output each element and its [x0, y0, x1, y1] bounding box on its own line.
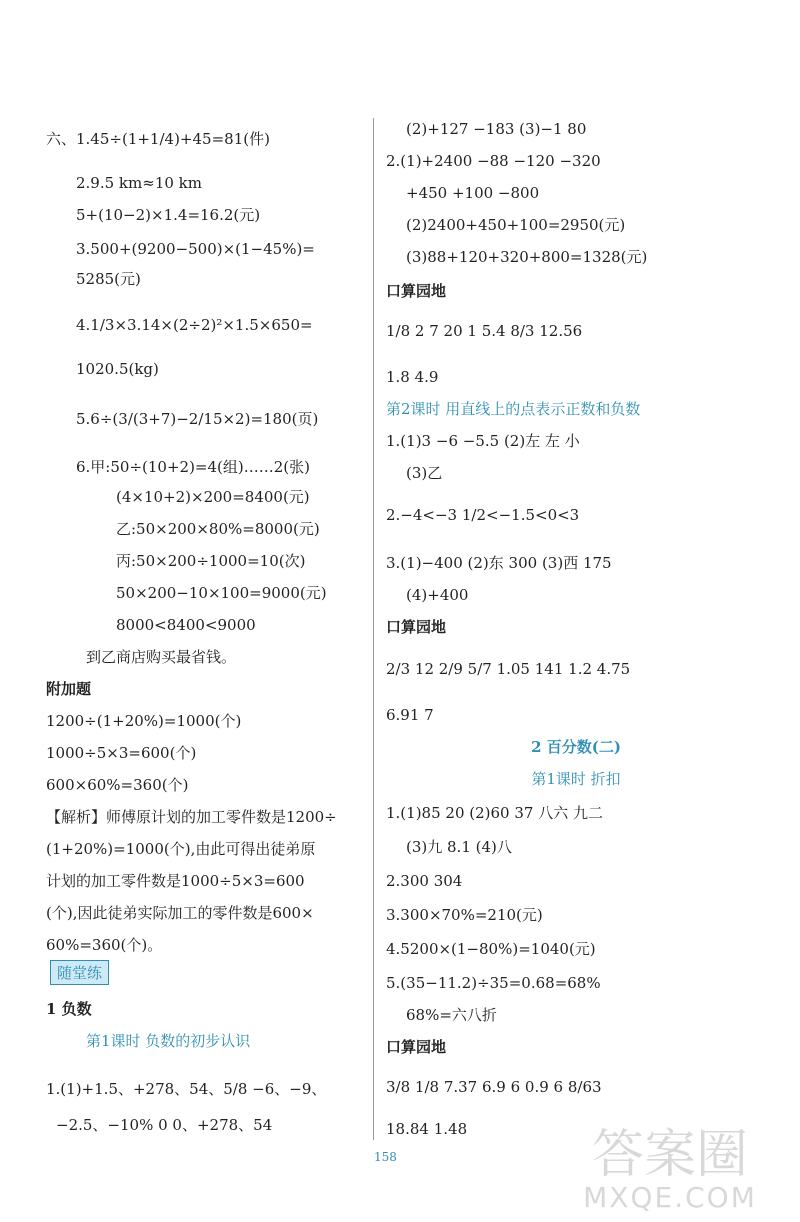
answer-line: 4.1/3×3.14×(2÷2)²×1.5×650= [76, 316, 313, 334]
answer-line: 68%=六八折 [406, 1006, 497, 1024]
column-divider [373, 118, 374, 1140]
answer-line: (3)九 8.1 (4)八 [406, 838, 512, 856]
answer-line: 1.(1)85 20 (2)60 37 八六 九二 [386, 804, 603, 822]
explanation-line: 【解析】师傅原计划的加工零件数是1200÷ [46, 808, 337, 826]
watermark-logo [570, 1120, 770, 1220]
answer-line: 2.300 304 [386, 872, 463, 890]
answer-line: (3)乙 [406, 464, 443, 482]
answer-line: +450 +100 −800 [406, 184, 540, 202]
answer-line: 18.84 1.48 [386, 1120, 468, 1138]
answer-line: 1020.5(kg) [76, 360, 159, 378]
explanation-line: 60%=360(个)。 [46, 936, 163, 954]
answer-line: (2)2400+450+100=2950(元) [406, 216, 626, 234]
answer-line: 3.500+(9200−500)×(1−45%)= [76, 240, 315, 258]
answer-line: 5+(10−2)×1.4=16.2(元) [76, 206, 261, 224]
answer-line: 5285(元) [76, 270, 141, 288]
answer-line: 六、1.45÷(1+1/4)+45=81(件) [46, 130, 270, 148]
oral-calc-heading: 口算园地 [386, 282, 447, 300]
answer-line: 4.5200×(1−80%)=1040(元) [386, 940, 596, 958]
answer-line: 到乙商店购买最省钱。 [86, 648, 237, 666]
answer-line: 3/8 1/8 7.37 6.9 6 0.9 6 8/63 [386, 1078, 602, 1096]
answer-line: 丙:50×200÷1000=10(次) [116, 552, 306, 570]
answer-line: −2.5、−10% 0 0、+278、54 [56, 1116, 273, 1134]
answer-line: 2/3 12 2/9 5/7 1.05 141 1.2 4.75 [386, 660, 631, 678]
answer-line: 6.91 7 [386, 706, 434, 724]
lesson-title: 第1课时 折扣 [531, 770, 621, 788]
answer-line: 8000<8400<9000 [116, 616, 256, 634]
oral-calc-heading: 口算园地 [386, 618, 447, 636]
answer-line: 5.6÷(3/(3+7)−2/15×2)=180(页) [76, 410, 319, 428]
answer-line: 1.(1)+1.5、+278、54、5/8 −6、−9、 [46, 1080, 327, 1098]
answer-line: (3)88+120+320+800=1328(元) [406, 248, 648, 266]
oral-calc-heading: 口算园地 [386, 1038, 447, 1056]
lesson-title: 第2课时 用直线上的点表示正数和负数 [386, 400, 641, 418]
answer-line: 1200÷(1+20%)=1000(个) [46, 712, 242, 730]
section-heading: 附加题 [46, 680, 92, 698]
page-number: 158 [374, 1150, 397, 1164]
answer-line: 1/8 2 7 20 1 5.4 8/3 12.56 [386, 322, 583, 340]
answer-line: 3.300×70%=210(元) [386, 906, 543, 924]
explanation-line: 计划的加工零件数是1000÷5×3=600 [46, 872, 305, 890]
watermark-text: 答案圈 [591, 1125, 748, 1185]
answer-line: 2.9.5 km≈10 km [76, 174, 202, 192]
unit-title: 2 百分数(二) [531, 738, 621, 756]
explanation-line: (个),因此徒弟实际加工的零件数是600× [46, 904, 314, 922]
answer-line: (4×10+2)×200=8400(元) [116, 488, 310, 506]
answer-line: 1.8 4.9 [386, 368, 439, 386]
practice-badge: 随堂练 [50, 960, 109, 985]
explanation-line: (1+20%)=1000(个),由此可得出徒弟原 [46, 840, 316, 858]
answer-line: 2.−4<−3 1/2<−1.5<0<3 [386, 506, 580, 524]
answer-line: 600×60%=360(个) [46, 776, 189, 794]
answer-line: 5.(35−11.2)÷35=0.68=68% [386, 974, 601, 992]
answer-line: 1.(1)3 −6 −5.5 (2)左 左 小 [386, 432, 580, 450]
answer-line: 3.(1)−400 (2)东 300 (3)西 175 [386, 554, 612, 572]
answer-line: 1000÷5×3=600(个) [46, 744, 197, 762]
answer-line: (4)+400 [406, 586, 469, 604]
answer-line: 乙:50×200×80%=8000(元) [116, 520, 320, 538]
answer-line: (2)+127 −183 (3)−1 80 [406, 120, 587, 138]
answer-line: 2.(1)+2400 −88 −120 −320 [386, 152, 601, 170]
answer-line: 50×200−10×100=9000(元) [116, 584, 327, 602]
answer-line: 6.甲:50÷(10+2)=4(组)……2(张) [76, 458, 310, 476]
unit-title: 1 负数 [46, 1000, 92, 1018]
watermark-url: MXQE.COM [583, 1181, 757, 1214]
lesson-title: 第1课时 负数的初步认识 [86, 1032, 251, 1050]
